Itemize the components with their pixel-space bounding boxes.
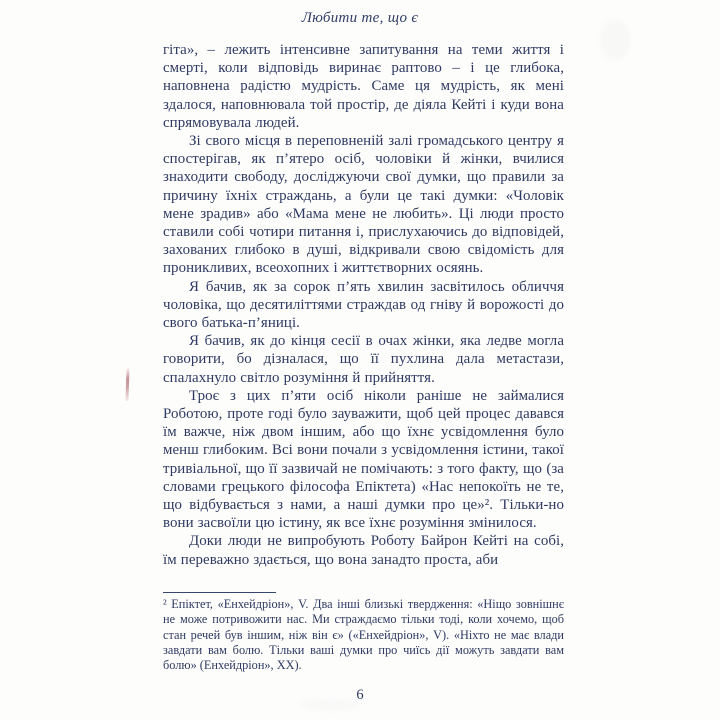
paragraph-4: Я бачив, як до кінця сесії в очах жінки, яка ледве могла говорити, бо дізналася, що її пухлина дала метастази, спалахнуло світло розуміння й прийняття. (163, 333, 564, 386)
paragraph-2: Зі свого місця в переповненій залі громадського центру я спостерігав, як п’ятеро осіб, чоловіки й жінки, вчилися знаходити свободу, досліджуючи свої думки, що правили за причину їхніх страждань, а були це такі думки: «Чоловік мене зрадив» або «Мама мене не любить». Ці люди просто ставили собі чотири питання і, прислухаючись до відповідей, захованих глибоко в душі, відкривали свою свідомість для проникливих, всеохопних і життєтворних осяянь. (163, 133, 564, 277)
running-header: Любити те, що є (301, 10, 419, 26)
page-number: 6 (356, 687, 364, 703)
paragraph-5: Троє з цих п’яти осіб ніколи раніше не займалися Роботою, проте годі було зауважити, щоб цей процес давався їм важче, ніж двом іншим, або що їхнє усвідомлення було менш глибоким. Всі вони почали з усвідомлення істини, такої тривіальної, що її зазвичай не помічають: з того факту, що (за словами грецького філософа Епіктета) «Нас непокоїть не те, що відбувається з нами, а наші думки про це»². Тільки-но вони засвоїли цю істину, як все їхнє розуміння змінилося. (163, 387, 564, 532)
paragraph-1: гіта», – лежить інтенсивне запитування на теми життя і смерті, коли відповідь виринає раптово – і це глибока, наповнена радістю мудрість. Саме ця мудрість, як мені здалося, наповнювала той простір, де діяла Кейті і куди вона спрямовувала людей. (163, 42, 564, 131)
scan-smudge (600, 20, 630, 60)
scan-smudge (300, 700, 360, 710)
paragraph-6: Доки люди не випробують Роботу Байрон Кейті на собі, їм переважно здається, що вона занадто проста, аби (163, 533, 564, 568)
footnote-area (163, 592, 564, 673)
paragraph-3: Я бачив, як за сорок п’ять хвилин засвітилось обличчя чоловіка, що десятиліттями страждав од гніву й ворожості до свого батька-п’яниці. (163, 278, 564, 332)
body-text (163, 41, 564, 569)
footnote-text: ² Епіктет, «Енхейдріон», V. Два інші близькі твердження: «Ніщо зовнішнє не може потривожити нас. Ми страждаємо тільки тоді, коли хочемо, щоб стан речей був іншим, ніж він є» («Енхейдріон», V). «Ніхто не має влади завдати вам болю. Тільки ваші думки про чиїсь дії можуть завдати вам болю» (Енхейдріон», XX). (163, 597, 564, 673)
footnote-rule (163, 592, 276, 593)
red-scan-mark (125, 367, 129, 401)
